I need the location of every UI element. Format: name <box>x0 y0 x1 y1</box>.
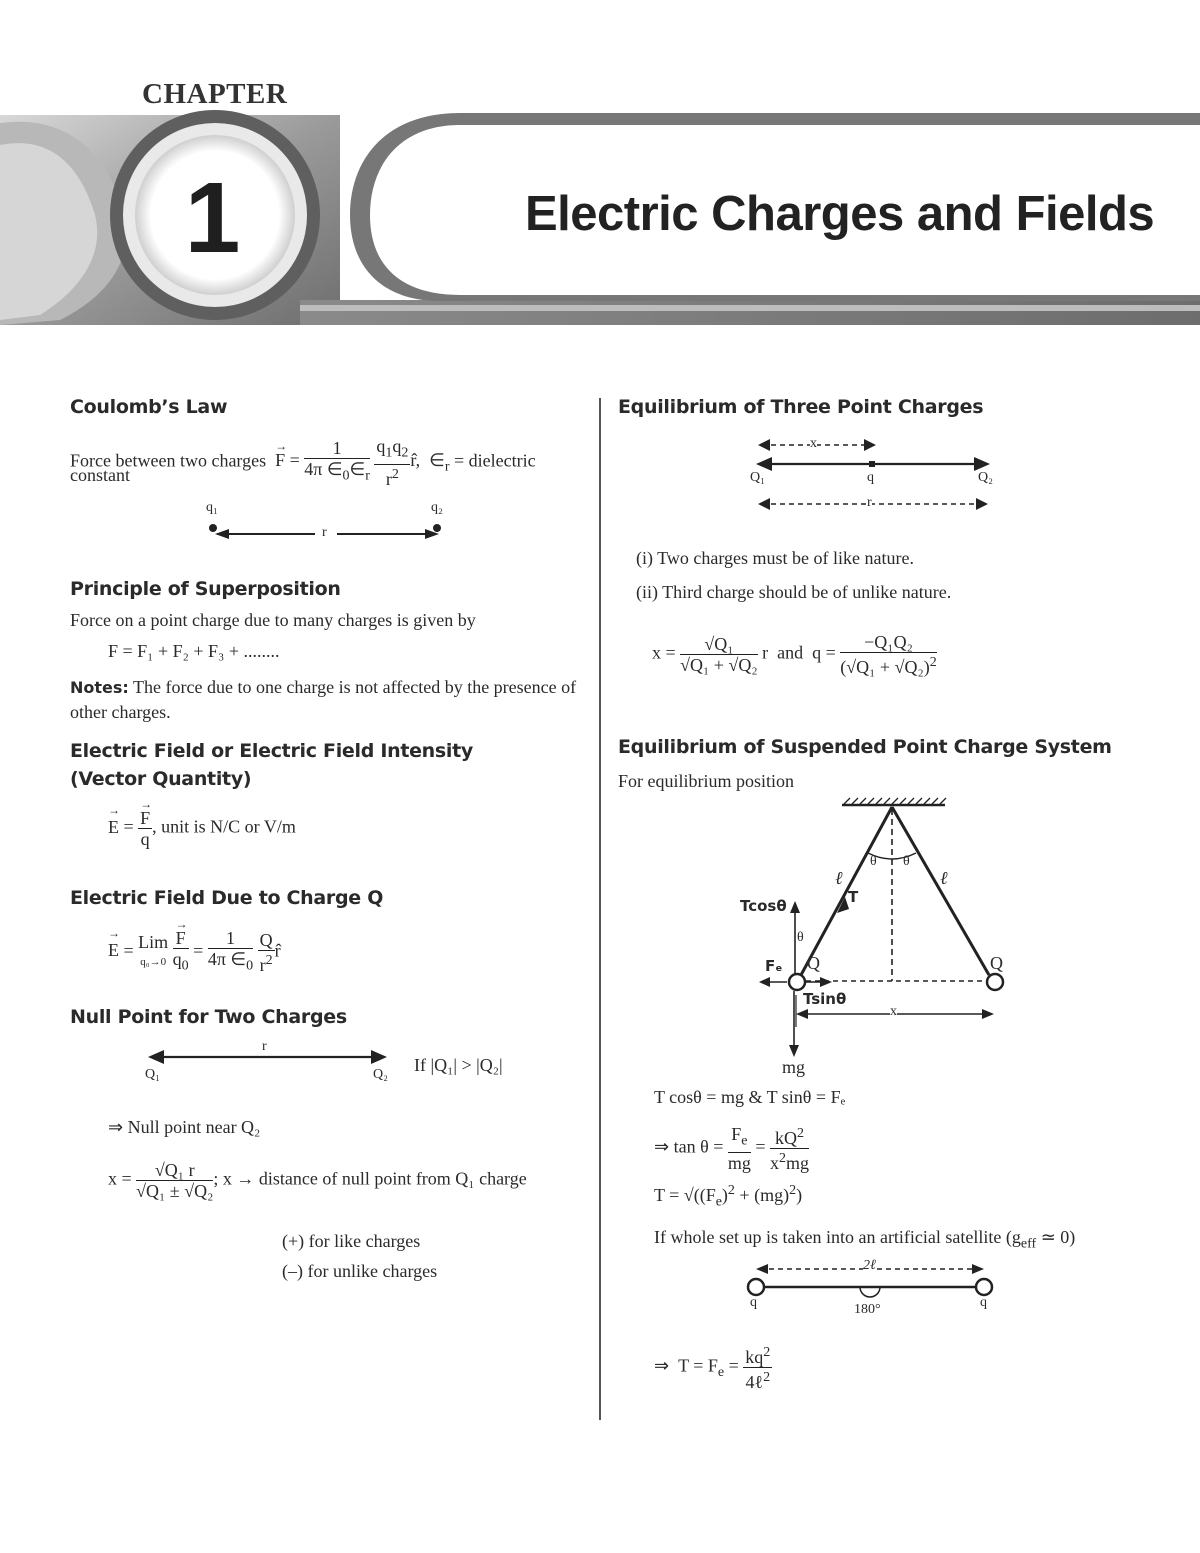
chapter-label: CHAPTER <box>142 78 288 110</box>
null-fig-r: r <box>262 1039 267 1054</box>
susp-Fe: Fₑ <box>765 957 783 975</box>
susp-Tcos: Tcosθ <box>740 897 787 915</box>
suspended-heading: Equilibrium of Suspended Point Charge System <box>618 736 1112 758</box>
coulomb-fig-q2: q₂ <box>431 500 443 515</box>
susp-Q-left: Q <box>807 953 820 973</box>
sat-fig-len: 2ℓ <box>863 1258 876 1273</box>
coulomb-heading: Coulomb’s Law <box>70 396 228 418</box>
three-and: and <box>777 642 804 663</box>
superposition-text: Force on a point charge due to many charges is given by <box>70 610 476 630</box>
susp-x: x <box>890 1004 897 1019</box>
null-x-formula: x = $\frac{\text{√Q₁ r}}{\text{√Q₁ ± √Q₂}}$ ; x → distance of null point from Q₁ charge <box>108 1160 527 1201</box>
notes-label: Notes: <box>70 678 129 697</box>
null-minus-text: (–) for unlike charges <box>282 1261 438 1281</box>
chapter-number: 1 <box>184 162 241 274</box>
susp-T: T <box>848 888 859 906</box>
field-heading-line2: (Vector Quantity) <box>70 768 252 790</box>
sat-fig-q2: q <box>980 1295 987 1310</box>
three-fig-r: r <box>867 495 872 510</box>
null-x-desc: ; x → distance of null point from Q₁ charge <box>213 1168 527 1189</box>
susp-final-eq: ⇒ $T = F_e$ = $\frac{kq^2}{4\ell^2}$ <box>654 1345 771 1392</box>
notes-text: The force due to one charge is not affected by the presence of other charges. <box>70 677 577 722</box>
null-point-figure <box>140 1045 395 1075</box>
susp-Tsin: Tsinθ <box>803 990 847 1008</box>
susp-eq2: ⇒ tan θ = $\frac{F_e}{mg}$ = $\frac{kQ^2}{x^2mg}$ <box>654 1124 810 1173</box>
null-fig-q1: Q₁ <box>145 1067 160 1082</box>
three-item2: (ii) Third charge should be of unlike nature. <box>636 582 952 602</box>
field-heading: Electric Field or Electric Field Intensity <box>70 740 473 762</box>
susp-satellite <box>654 1227 1075 1253</box>
three-item1: (i) Two charges must be of like nature. <box>636 548 914 568</box>
coulomb-formula: → F = $\frac{1}{4\pi \in_0\in_r}$ $\frac{q_1q_2}{r^2}$ r̂, $\in_r$ <box>271 450 454 470</box>
field-q-formula: → E = Lim q₀→0 → $\frac{F}{q_0}$ = $\frac{1}{4\pi \in_0}$ $\frac{Q}{r^2}$ r̂ <box>108 928 281 977</box>
coulomb-fig-q1: q₁ <box>206 500 218 515</box>
susp-theta-1: θ <box>870 854 877 869</box>
satellite-sub: eff <box>1020 1236 1037 1252</box>
susp-mg: mg <box>782 1057 806 1077</box>
susp-theta-3: θ <box>797 930 804 945</box>
superposition-formula: F = F₁ + F₂ + F₃ + ........ <box>108 641 280 661</box>
field-formula: → E = → $\frac{F}{q}$ , unit is N/C or V/m <box>108 808 296 849</box>
three-fig-Q2: Q₂ <box>978 470 993 485</box>
susp-theta-2: θ <box>903 854 910 869</box>
susp-eq1: T cosθ = mg & T sinθ = Fₑ <box>654 1087 846 1107</box>
satellite-end: ≃ 0) <box>1036 1227 1076 1247</box>
coulomb-text <box>70 436 585 489</box>
superposition-heading: Principle of Superposition <box>70 578 341 600</box>
null-condition: If |Q₁| > |Q₂| <box>414 1055 503 1075</box>
sat-fig-angle: 180° <box>854 1302 881 1317</box>
coulomb-text-prefix: Force between two charges <box>70 450 267 471</box>
chapter-title: Electric Charges and Fields <box>525 187 1155 241</box>
coulomb-fig-r: r <box>322 525 327 540</box>
susp-eq3: $T = √((F_e)^2 + (mg)^2)$ <box>654 1183 803 1210</box>
satellite-text: If whole set up is taken into an artificial satellite (g <box>654 1227 1021 1247</box>
sat-fig-q1: q <box>750 1295 757 1310</box>
coulomb-text-line2: constant <box>70 465 130 485</box>
three-formula: x = $\frac{\text{√Q₁}}{\text{√Q₁ + √Q₂}}$ r and q = $\frac{\text{−Q₁Q₂}}{(√Q_1 + √Q_2)^2}$ <box>652 632 937 677</box>
susp-l-right: ℓ <box>940 868 948 888</box>
suspended-figure <box>740 795 1030 1065</box>
susp-l-left: ℓ <box>835 868 843 888</box>
three-fig-Q1: Q₁ <box>750 470 765 485</box>
susp-Q-right: Q <box>990 953 1003 973</box>
three-fig-q: q <box>867 470 874 485</box>
superposition-notes <box>70 675 585 724</box>
null-near-text: ⇒ Null point near Q₂ <box>108 1117 261 1137</box>
suspended-intro: For equilibrium position <box>618 771 795 791</box>
field-q-heading: Electric Field Due to Charge Q <box>70 887 384 909</box>
coulomb-text-suffix: = dielectric <box>454 450 536 471</box>
three-fig-x: x <box>810 436 817 451</box>
null-point-heading: Null Point for Two Charges <box>70 1006 347 1028</box>
null-plus-text: (+) for like charges <box>282 1231 421 1251</box>
three-heading: Equilibrium of Three Point Charges <box>618 396 984 418</box>
column-divider <box>599 398 601 1420</box>
null-fig-q2: Q₂ <box>373 1067 388 1082</box>
field-unit: , unit is N/C or V/m <box>152 816 296 837</box>
coulomb-figure <box>195 500 460 550</box>
